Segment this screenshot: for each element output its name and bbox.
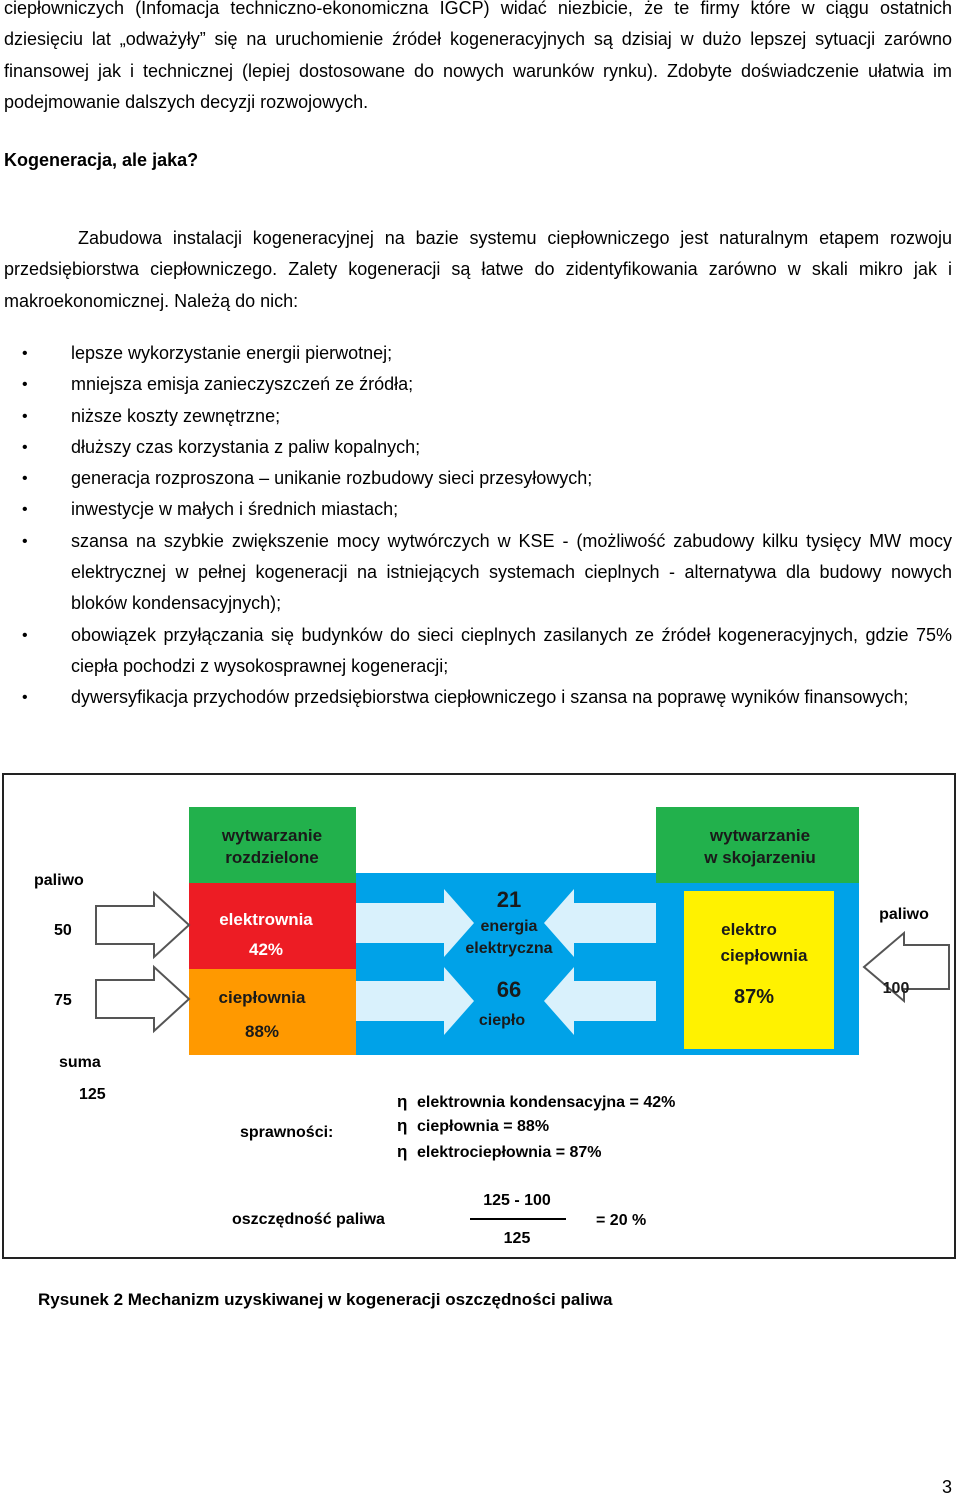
savings-denominator: 125	[503, 1230, 531, 1247]
savings-label: oszczędność paliwa	[232, 1211, 385, 1228]
left-header-line1: wytwarzanie	[221, 826, 323, 845]
electric-label-line1: energia	[480, 918, 538, 935]
cogeneration-diagram	[2, 773, 956, 1259]
combined-generation-header	[656, 807, 859, 883]
power-plant-label: elektrownia	[219, 910, 313, 929]
heat-label: ciepło	[478, 1012, 526, 1029]
chp-label-line2: ciepłownia	[720, 946, 808, 965]
efficiency-line-1: elektrownia kondensacyjna = 42%	[417, 1094, 676, 1111]
list-item: • szansa na szybkie zwiększenie mocy wytwórczych w KSE - (możliwość zabudowy kilku tysięcy MW mocy elektrycznej w pełnej kogeneracji na istniejących systemach cieplnych - alternatywa dla budowy nowych bloków kondensacyjnych);	[22, 530, 952, 614]
fuel-label-right: paliwo	[879, 906, 929, 923]
fuel-heat-value: 75	[54, 992, 72, 1009]
sum-label: suma	[59, 1054, 101, 1071]
figure-caption: Rysunek 2 Mechanizm uzyskiwanej w kogeneracji oszczędności paliwa	[38, 1290, 613, 1309]
left-header-line2: rozdzielone	[225, 848, 319, 867]
page-number: 3	[941, 1477, 952, 1497]
chp-inner-box	[684, 891, 834, 1049]
chp-efficiency: 87%	[733, 986, 775, 1008]
intro-paragraph: ciepłowniczych (Infomacja techniczno-ekonomiczna IGCP) widać niezbicie, że te firmy które w ciągu ostatnich dziesięciu lat „odważyły” się na uruchomienie źródeł kogeneracyjnych są dzisiaj w dużo lepszej sytuacji zarówno finansowej jak i technicznej (lepiej dostosowane do nowych warunków rynku). Zdobyte doświadczenie ułatwia im podejmowanie dalszych decyzji rozwojowych.	[4, 0, 952, 112]
efficiency-line-3: elektrociepłownia = 87%	[417, 1144, 602, 1161]
right-header-line1: wytwarzanie	[709, 826, 811, 845]
section-heading: Kogeneracja, ale jaka?	[4, 150, 199, 170]
list-item: • dłuższy czas korzystania z paliw kopalnych;	[22, 436, 421, 457]
savings-result: = 20 %	[596, 1212, 647, 1229]
list-item: • niższe koszty zewnętrzne;	[22, 405, 281, 426]
efficiency-line-2: ciepłownia = 88%	[417, 1118, 550, 1135]
power-plant-efficiency: 42%	[248, 940, 284, 959]
electric-value: 21	[496, 887, 522, 912]
list-item: • lepsze wykorzystanie energii pierwotnej;	[22, 343, 393, 363]
fuel-label-left: paliwo	[34, 872, 84, 889]
eta-symbol: η	[397, 1116, 408, 1135]
heat-plant-label: ciepłownia	[218, 988, 306, 1007]
heat-value: 66	[496, 977, 522, 1002]
savings-numerator: 125 - 100	[483, 1192, 551, 1209]
advantages-list	[22, 338, 952, 714]
list-item: • inwestycje w małych i średnich miastach;	[22, 499, 399, 520]
section-paragraph: Zabudowa instalacji kogeneracyjnej na bazie systemu ciepłowniczego jest naturalnym etapem rozwoju przedsiębiorstwa ciepłowniczego. Zalety kogeneracji są łatwe do zidentyfikowania zarówno w skali mikro jak i makroekonomicznej. Należą do nich:	[4, 228, 952, 311]
electric-label-line2: elektryczna	[465, 940, 553, 957]
heat-plant-efficiency: 88%	[244, 1022, 280, 1041]
list-item: • obowiązek przyłączania się budynków do sieci cieplnych zasilanych ze źródeł kogeneracyjnych, gdzie 75% ciepła pochodzi z wysokosprawnej kogeneracji;	[22, 624, 952, 676]
eta-symbol: η	[397, 1142, 408, 1161]
right-header-line2: w skojarzeniu	[704, 848, 816, 867]
fuel-arrow-electric	[96, 893, 189, 957]
sum-value: 125	[79, 1086, 106, 1103]
separate-generation-header	[189, 807, 356, 883]
fuel-electric-value: 50	[54, 922, 72, 939]
heat-plant-box	[189, 969, 356, 1055]
eta-symbol: η	[397, 1092, 408, 1111]
list-item: • mniejsza emisja zanieczyszczeń ze źródła;	[22, 374, 414, 395]
efficiency-label: sprawności:	[240, 1124, 334, 1141]
chp-label-line1: elektro	[721, 920, 777, 939]
fuel-arrow-heat	[96, 967, 189, 1031]
list-item: • dywersyfikacja przychodów przedsiębiorstwa ciepłowniczego i szansa na poprawę wyników finansowych;	[22, 687, 909, 708]
list-item: • generacja rozproszona – unikanie rozbudowy sieci przesyłowych;	[22, 468, 593, 489]
chp-fuel-value: 100	[882, 980, 910, 997]
